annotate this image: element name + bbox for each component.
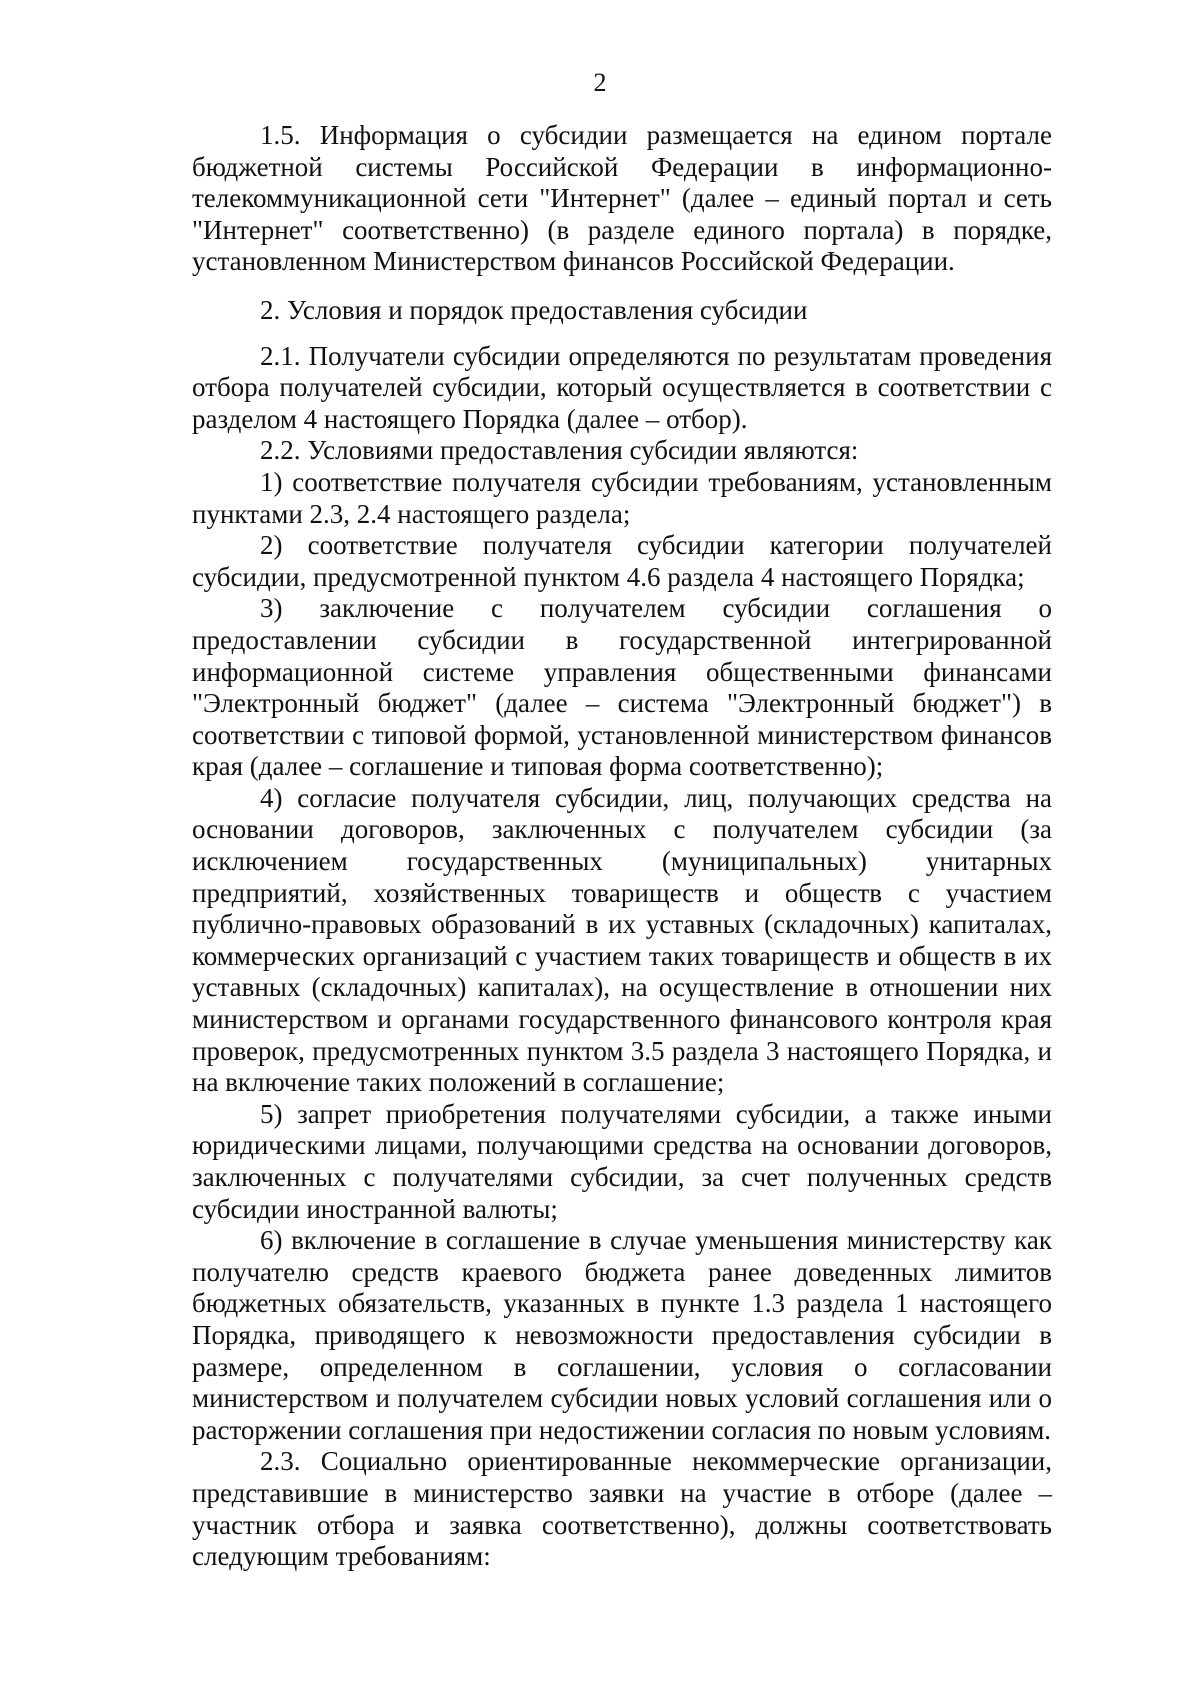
page-number: 2 (593, 68, 607, 97)
paragraph-2-2: 2.2. Условиями предоставления субсидии являются: (260, 435, 859, 466)
condition-item-4: 4) согласие получателя субсидии, лиц, получающих средства на основании договоров, заключенных с получателем субсидии (за исключением государственных (муниципальных) унитарных предприятий, хозяйственных товариществ и обществ с участием публично-правовых образований в их уставных (складочных) капиталах, коммерческих организаций с участием таких товариществ и обществ в их уставных (складочных) капиталах), на осуществление в отношении них министерством и органами государственного финансового контроля края проверок, предусмотренных пунктом 3.5 раздела 3 настоящего Порядка, и на включение таких положений в соглашение; (192, 782, 1052, 1098)
section-2-heading: 2. Условия и порядок предоставления субсидии (260, 294, 808, 325)
condition-item-6: 6) включение в соглашение в случае уменьшения министерству как получателю средств краевого бюджета ранее доведенных лимитов бюджетных обязательств, указанных в пункте 1.3 раздела 1 настоящего Порядка, приводящего к невозможности предоставления субсидии в размере, определенном в соглашении, условия о согласовании министерством и получателем субсидии новых условий соглашения или о расторжении соглашения при недостижении согласия по новым условиям. (192, 1225, 1052, 1445)
paragraph-1-5: 1.5. Информация о субсидии размещается на едином портале бюджетной системы Российской Федерации в информационно-телекоммуникационной сети "Интернет" (далее – единый портал и сеть "Интернет" соответственно) (в разделе единого портала) в порядке, установленном Министерством финансов Российской Федерации. (192, 120, 1052, 277)
paragraph-2-1: 2.1. Получатели субсидии определяются по результатам проведения отбора получателей субсидии, который осуществляется в соответствии с разделом 4 настоящего Порядка (далее – отбор). (192, 340, 1052, 434)
condition-item-5: 5) запрет приобретения получателями субсидии, а также иными юридическими лицами, получающими средства на основании договоров, заключенных с получателями субсидии, за счет полученных средств субсидии иностранной валюты; (192, 1098, 1052, 1224)
condition-item-2: 2) соответствие получателя субсидии категории получателей субсидии, предусмотренной пунктом 4.6 раздела 4 настоящего Порядка; (192, 530, 1052, 592)
paragraph-2-3: 2.3. Социально ориентированные некоммерческие организации, представившие в министерство заявки на участие в отборе (далее – участник отбора и заявка соответственно), должны соответствовать следующим требованиям: (192, 1446, 1052, 1572)
document-body (192, 120, 1052, 1573)
condition-item-1: 1) соответствие получателя субсидии требованиям, установленным пунктами 2.3, 2.4 настоящего раздела; (192, 466, 1052, 529)
condition-item-3: 3) заключение с получателем субсидии соглашения о предоставлении субсидии в государственной интегрированной информационной системе управления общественными финансами "Электронный бюджет" (далее – система "Электронный бюджет") в соответствии с типовой формой, установленной министерством финансов края (далее – соглашение и типовая форма соответственно); (192, 593, 1052, 782)
